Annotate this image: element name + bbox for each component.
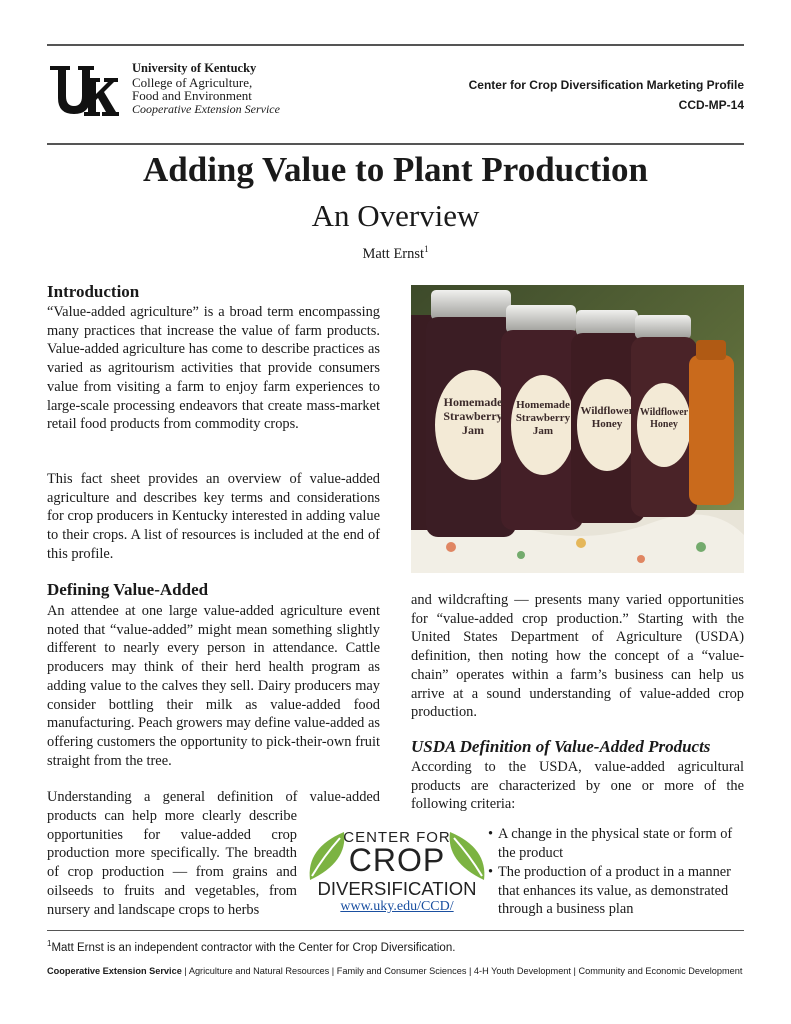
- uk-logo: [48, 64, 120, 118]
- criteria-bullet-2: [488, 863, 744, 919]
- header-rule: [47, 143, 744, 145]
- institution-line-1: University of Kentucky: [132, 61, 257, 75]
- ccd-logo-line-3: DIVERSIFICATION: [317, 878, 477, 899]
- uk-logo-mark: [48, 64, 120, 118]
- jars-photo: [411, 285, 744, 573]
- criteria-bullet-1: [488, 825, 744, 862]
- bullet-marker: •: [488, 826, 494, 842]
- footnote: [47, 939, 455, 954]
- footer-ces: Cooperative Extension Service: [47, 966, 182, 976]
- jar-label-1: Homemade Strawberry Jam: [443, 395, 503, 437]
- institution-line-3: Food and Environment: [132, 88, 252, 103]
- jar-label-3: Wildflower Honey: [580, 405, 634, 430]
- bullet-text: A change in the physical state or form of the product: [498, 826, 733, 861]
- doc-code: CCD-MP-14: [678, 98, 744, 112]
- bullet-text: The production of a product in a manner that enhances its value, as demonstrated through a business plan: [498, 864, 731, 918]
- footnote-mark: 1: [47, 939, 52, 948]
- defining-paragraph-1: An attendee at one large value-added agriculture event noted that “value-added” might mean something slightly different to nearly every person in attendance. Cattle producers may think of their herd health program as adding value to the calves they sell. Dairy producers may consider bottling their milk as value-added food manufacturing. Peach growers may define value-added as offering customers the opportunity to pick-their-own fruit straight from the tree.: [47, 603, 380, 769]
- ccd-logo-line-1: CENTER FOR: [343, 829, 451, 846]
- usda-definition-heading: USDA Definition of Value-Added Products: [411, 737, 711, 756]
- intro-paragraph-1: “Value-added agriculture” is a broad term encompassing many practices that increase the value of farm products. Value-added agriculture has come to describe practices as varied as agritourism activities that provide consumers value from visiting a farm to enjoy farm experiences to large-scale processing endeavors that create mass-market retail food products from commodity crops.: [47, 304, 380, 433]
- defining-paragraph-2: products can help more clearly describe opportunities for value-added crop production more specifically. The breadth of crop production — from grains and oilseeds to fruits and vegetables, from nursery and landscape crops to herbs: [47, 808, 297, 918]
- institution-block: [132, 62, 312, 116]
- jar-label-2: Homemade Strawberry Jam: [515, 399, 571, 437]
- intro-paragraph-2: This fact sheet provides an overview of value-added agriculture and describes key terms and considerations for crop producers in Kentucky interested in adding value to their crops. A list of resources is included at the end of this profile.: [47, 471, 380, 562]
- footer-bar: [47, 966, 744, 976]
- footer-separator: |: [184, 966, 189, 976]
- bullet-marker: •: [488, 864, 494, 880]
- author: [0, 244, 791, 263]
- defining-value-added-heading: Defining Value-Added: [47, 580, 209, 599]
- ccd-website-link[interactable]: www.uky.edu/CCD/: [340, 899, 454, 914]
- usda-paragraph-1: According to the USDA, value-added agricultural products are characterized by one or more of the following criteria:: [411, 759, 744, 813]
- ccd-logo: [302, 826, 492, 918]
- right-paragraph-1: and wildcrafting — presents many varied opportunities for “value-added crop production.” Starting with the United States Department of Agriculture (USDA) definition, then noting how the concept of a “value-chain” operates within a farm’s business can help us arrive at a sound understanding of value-added crop production.: [411, 592, 744, 721]
- jar-label-4: Wildflower Honey: [639, 407, 689, 430]
- institution-line-4: Cooperative Extension Service: [132, 101, 280, 116]
- footnote-rule: [47, 930, 744, 931]
- top-rule: [47, 44, 744, 46]
- footer-programs: Agriculture and Natural Resources | Family and Consumer Sciences | 4-H Youth Development | Community and Economic Development: [188, 966, 743, 976]
- author-name: Matt Ernst: [362, 245, 425, 262]
- center-label: Center for Crop Diversification Marketing Profile: [468, 78, 744, 92]
- introduction-heading: Introduction: [47, 282, 140, 301]
- author-footnote-mark: 1: [424, 244, 429, 254]
- ccd-logo-line-2: CROP: [348, 842, 446, 878]
- defining-paragraph-2-line-1: Understanding a general definition of value-added: [47, 789, 380, 805]
- footnote-text: Matt Ernst is an independent contractor with the Center for Crop Diversification.: [51, 941, 456, 954]
- institution-line-2: College of Agriculture,: [132, 74, 253, 90]
- page-subtitle: An Overview: [311, 198, 480, 233]
- page-title: Adding Value to Plant Production: [142, 150, 649, 189]
